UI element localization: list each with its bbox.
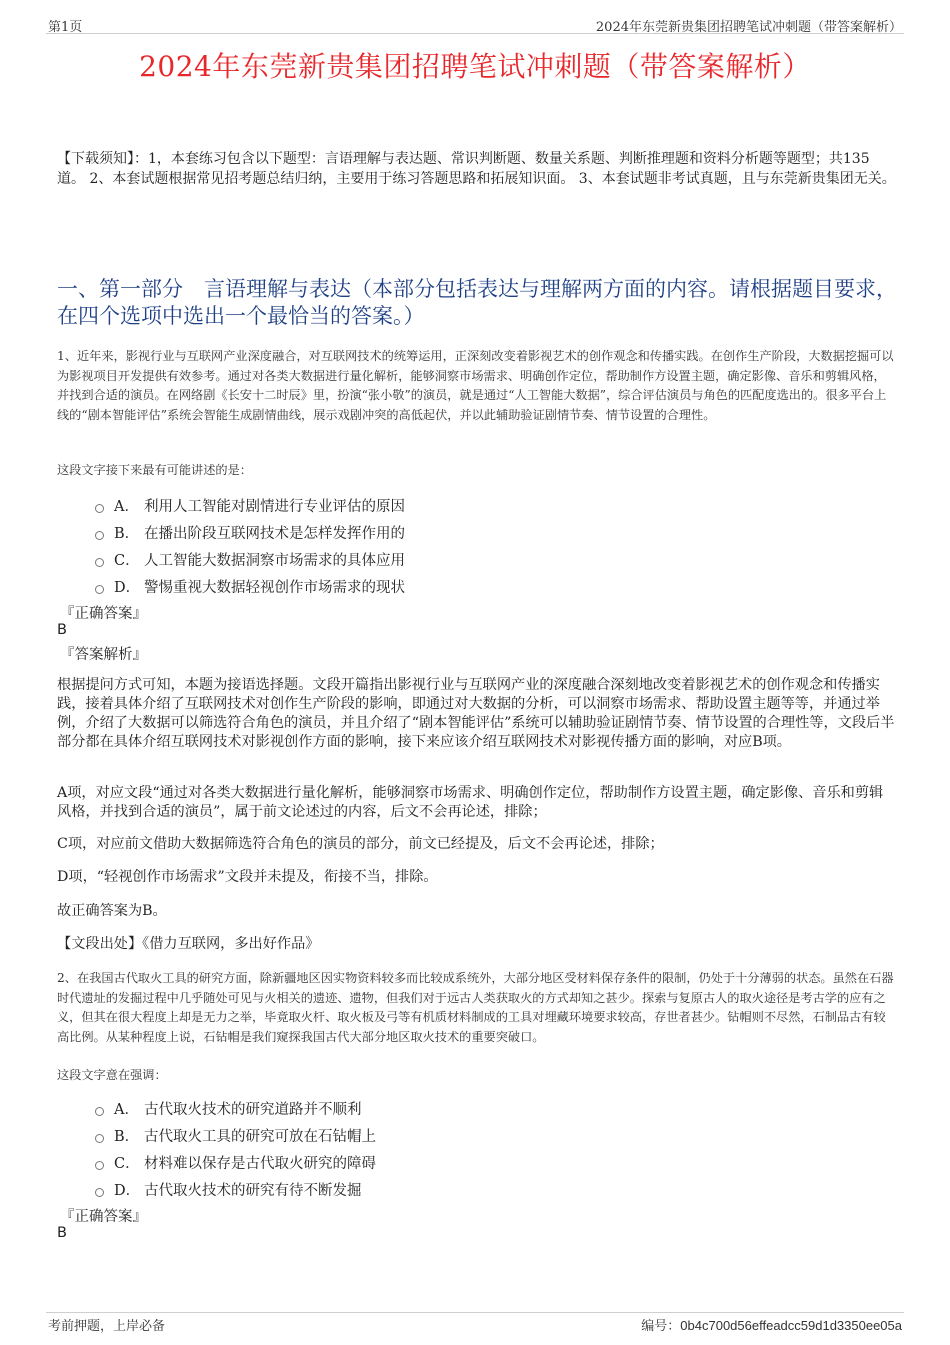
question-2-option-a[interactable] <box>95 1095 376 1122</box>
question-1-option-a[interactable] <box>95 492 405 519</box>
option-letter: C． <box>114 553 140 569</box>
analysis-paragraph: 根据提问方式可知，本题为接语选择题。文段开篇指出影视行业与互联网产业的深度融合深刻地改变着影视艺术的创作观念和传播实践，接着具体介绍了互联网技术对创作生产阶段的影响，即通过对大数据的分析，可以洞察市场需求、帮助设置主题等等，并通过举例，介绍了大数据可以筛选符合角色的演员，并且介绍了“剧本智能评估”系统可以辅助验证剧情节奏、情节设置的合理性等，文段后半部分都在具体介绍互联网技术对影视创作方面的影响，接下来应该介绍互联网技术对影视传播方面的影响，对应B项。 <box>57 677 895 750</box>
page-number: 第1页 <box>48 20 83 35</box>
question-1-text: 1、近年来，影视行业与互联网产业深度融合，对互联网技术的统筹运用，正深刻改变着影视艺术的创作观念和传播实践。在创作生产阶段，大数据挖掘可以为影视项目开发提供有效参考。通过对各类大数据进行量化解析，能够洞察市场需求、明确创作定位，帮助制作方设置主题，确定影像、音乐和剪辑风格，并找到合适的演员。在网络剧《长安十二时辰》里，扮演“张小敬”的演员，就是通过“人工智能大数据”，综合评估演员与角色的匹配度选出的。很多平台上线的“剧本智能评估”系统会智能生成剧情曲线，展示戏剧冲突的高低起伏，并以此辅助验证剧情节奏、情节设置的合理性。 <box>57 349 894 422</box>
footer-slogan: 考前押题，上岸必备 <box>48 1319 166 1334</box>
question-2-option-b[interactable] <box>95 1122 376 1149</box>
question-1-answer: B <box>57 622 67 638</box>
option-text: 材料难以保存是古代取火研究的障碍 <box>144 1156 376 1172</box>
question-2-answer-label: 『正确答案』 <box>60 1209 147 1225</box>
header-doc-title: 2024年东莞新贵集团招聘笔试冲刺题（带答案解析） <box>595 20 902 35</box>
question-1-option-b[interactable] <box>95 519 405 546</box>
option-letter: B． <box>114 1129 140 1145</box>
question-2-options <box>95 1095 376 1203</box>
option-text: 人工智能大数据洞察市场需求的具体应用 <box>144 553 405 569</box>
page-header <box>46 14 904 34</box>
radio-icon[interactable] <box>95 504 104 513</box>
question-2-option-c[interactable] <box>95 1149 376 1176</box>
analysis-source: 【文段出处】《借力互联网，多出好作品》 <box>57 936 320 952</box>
radio-icon[interactable] <box>95 1107 104 1116</box>
option-letter: D． <box>114 1183 141 1199</box>
question-1-option-d[interactable] <box>95 573 405 600</box>
option-letter: B． <box>114 526 140 542</box>
radio-icon[interactable] <box>95 1161 104 1170</box>
document-title: 2024年东莞新贵集团招聘笔试冲刺题（带答案解析） <box>139 50 811 83</box>
analysis-paragraph: D项，“轻视创作市场需求”文段并未提及，衔接不当，排除。 <box>57 869 438 885</box>
option-text: 古代取火技术的研究道路并不顺利 <box>144 1102 362 1118</box>
radio-icon[interactable] <box>95 585 104 594</box>
download-notice: 【下载须知】：1，本套练习包含以下题型：言语理解与表达题、常识判断题、数量关系题、判断推理题和资料分析题等题型；共135道。 2、本套试题根据常见招考题总结归纳，主要用于练习答题思路和拓展知识面。 3、本套试题非考试真题，且与东莞新贵集团无关。 <box>57 151 896 187</box>
option-text: 在播出阶段互联网技术是怎样发挥作用的 <box>144 526 405 542</box>
page-footer <box>46 1312 904 1334</box>
option-text: 古代取火工具的研究可放在石钻帽上 <box>144 1129 376 1145</box>
analysis-paragraph: C项，对应前文借助大数据筛选符合角色的演员的部分，前文已经提及，后文不会再论述，排除； <box>57 836 664 852</box>
question-2-option-d[interactable] <box>95 1176 376 1203</box>
option-letter: A． <box>114 499 139 515</box>
option-letter: D． <box>114 580 141 596</box>
document-code: 编号：0b4c700d56effeadcc59d1d3350ee05a <box>641 1318 902 1333</box>
radio-icon[interactable] <box>95 531 104 540</box>
question-1-options <box>95 492 405 600</box>
analysis-conclusion: 故正确答案为B。 <box>57 903 167 919</box>
radio-icon[interactable] <box>95 558 104 567</box>
question-2-prompt: 这段文字意在强调： <box>57 1068 167 1082</box>
option-text: 利用人工智能对剧情进行专业评估的原因 <box>144 499 405 515</box>
question-2-text: 2、在我国古代取火工具的研究方面，除新疆地区因实物资料较多而比较成系统外，大部分地区受材料保存条件的限制，仍处于十分薄弱的状态。虽然在石器时代遗址的发掘过程中几乎随处可见与火相关的遗迹、遗物，但我们对于远古人类获取火的方式却知之甚少。探索与复原古人的取火途径是考古学的应有之义，但其在很大程度上却是无力之举，毕竟取火杆、取火板及弓等有机质材料制成的工具对埋藏环境要求较高，存世者甚少。钻帽则不尽然，石制品古有较高比例。从某种程度上说，石钻帽是我们窥探我国古代大部分地区取火技术的重要突破口。 <box>57 971 894 1044</box>
option-letter: C． <box>114 1156 140 1172</box>
question-1-option-c[interactable] <box>95 546 405 573</box>
question-2-answer: B <box>57 1225 67 1241</box>
analysis-paragraph: A项，对应文段“通过对各类大数据进行量化解析，能够洞察市场需求、明确创作定位，帮助制作方设置主题，确定影像、音乐和剪辑风格，并找到合适的演员”，属于前文论述过的内容，后文不会再论述，排除； <box>57 785 884 820</box>
section-heading: 一、第一部分 言语理解与表达（本部分包括表达与理解两方面的内容。请根据题目要求，在四个选项中选出一个最恰当的答案。） <box>57 277 897 328</box>
question-1-prompt: 这段文字接下来最有可能讲述的是： <box>57 463 252 477</box>
radio-icon[interactable] <box>95 1134 104 1143</box>
question-1-analysis-label: 『答案解析』 <box>60 647 147 663</box>
option-letter: A． <box>114 1102 139 1118</box>
option-text: 警惕重视大数据轻视创作市场需求的现状 <box>144 580 405 596</box>
radio-icon[interactable] <box>95 1188 104 1197</box>
option-text: 古代取火技术的研究有待不断发掘 <box>144 1183 362 1199</box>
question-1-answer-label: 『正确答案』 <box>60 606 147 622</box>
